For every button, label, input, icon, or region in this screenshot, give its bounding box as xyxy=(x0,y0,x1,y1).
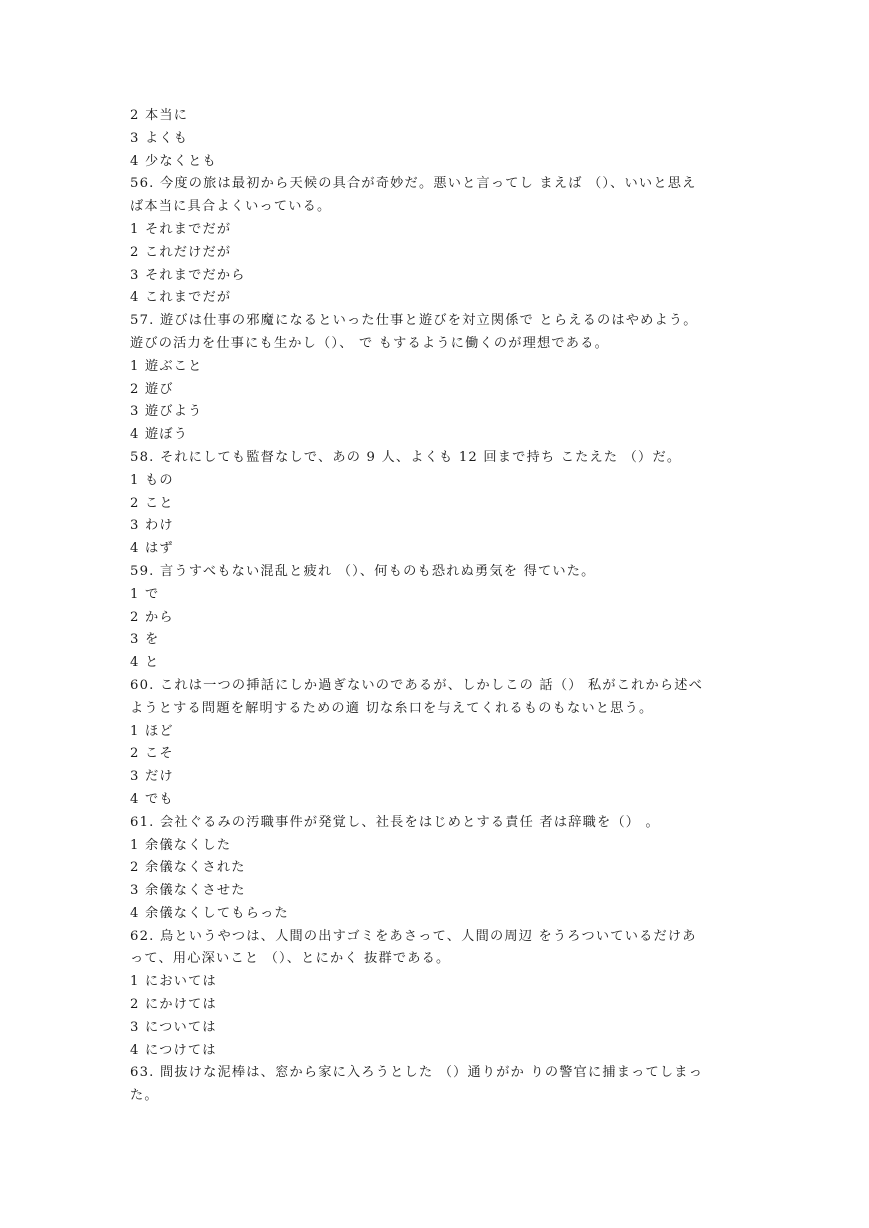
option-line: 2 余儀なくされた xyxy=(130,860,246,876)
option-line: 3 わけ xyxy=(130,518,174,534)
option-line: 2 遊び xyxy=(130,381,174,397)
option-line: 1 ほど xyxy=(130,723,174,739)
option-line: 3 余儀なくさせた xyxy=(130,883,246,899)
option-line: 4 と xyxy=(130,655,160,671)
option-line: 3 それまでだから xyxy=(130,267,246,283)
option-line: 2 から xyxy=(130,609,174,625)
option-line: 2 これだけだが xyxy=(130,244,232,260)
option-line: 1 においては xyxy=(130,974,217,990)
document-body xyxy=(130,105,742,1108)
option-line: 2 こそ xyxy=(130,746,174,762)
question-57-text-cont: 遊びの活力を仕事にも生かし（）、 で もするように働くのが理想である。 xyxy=(130,335,609,351)
question-59-text: 59. 言うすべもない混乱と疲れ （）、何ものも恐れぬ勇気を 得ていた。 xyxy=(130,563,596,579)
question-60-text-cont: ようとする問題を解明するための適 切な糸口を与えてくれるものもないと思う。 xyxy=(130,700,654,716)
question-58-text: 58. それにしても監督なしで、あの 9 人、よくも 12 回まで持ち こたえた （）だ。 xyxy=(130,449,682,465)
option-line: 3 遊びよう xyxy=(130,404,203,420)
option-line: 1 で xyxy=(130,586,160,602)
option-line: 4 余儀なくしてもらった xyxy=(130,905,289,921)
option-line: 4 少なくとも xyxy=(130,153,217,169)
question-61-text: 61. 会社ぐるみの汚職事件が発覚し、社長をはじめとする責任 者は辞職を（） 。 xyxy=(130,814,660,830)
option-line: 4 はず xyxy=(130,541,174,557)
question-60-text: 60. これは一つの挿話にしか過ぎないのであるが、しかしこの 話（） 私がこれから述べ xyxy=(130,677,704,693)
question-63-text: 63. 間抜けな泥棒は、窓から家に入ろうとした （）通りがか りの警官に捕まってしまっ xyxy=(130,1065,704,1081)
question-63-text-cont: た。 xyxy=(130,1088,159,1104)
option-line: 3 については xyxy=(130,1019,217,1035)
option-line: 3 を xyxy=(130,632,160,648)
option-line: 1 それまでだが xyxy=(130,221,232,237)
option-line: 1 遊ぶこと xyxy=(130,358,203,374)
question-56-text-cont: ば本当に具合よくいっている。 xyxy=(130,199,332,215)
option-line: 1 余儀なくした xyxy=(130,837,232,853)
question-62-text: 62. 烏というやつは、人間の出すゴミをあさって、人間の周辺 をうろついているだけあ xyxy=(130,928,697,944)
question-62-text-cont: って、用心深いこと （）、とにかく 抜群である。 xyxy=(130,951,451,967)
option-line: 1 もの xyxy=(130,472,174,488)
option-line: 4 これまでだが xyxy=(130,290,232,306)
option-line: 4 につけては xyxy=(130,1042,217,1058)
option-line: 2 こと xyxy=(130,495,174,511)
option-line: 4 遊ぼう xyxy=(130,427,189,443)
question-56-text: 56. 今度の旅は最初から天候の具合が奇妙だ。悪いと言ってし まえば （）、いいと思え xyxy=(130,176,697,192)
question-57-text: 57. 遊びは仕事の邪魔になるといった仕事と遊びを対立関係で とらえるのはやめよう。 xyxy=(130,313,698,329)
option-line: 3 よくも xyxy=(130,130,189,146)
option-line: 3 だけ xyxy=(130,769,174,785)
option-line: 4 でも xyxy=(130,791,174,807)
option-line: 2 にかけては xyxy=(130,997,217,1013)
option-line: 2 本当に xyxy=(130,108,189,123)
